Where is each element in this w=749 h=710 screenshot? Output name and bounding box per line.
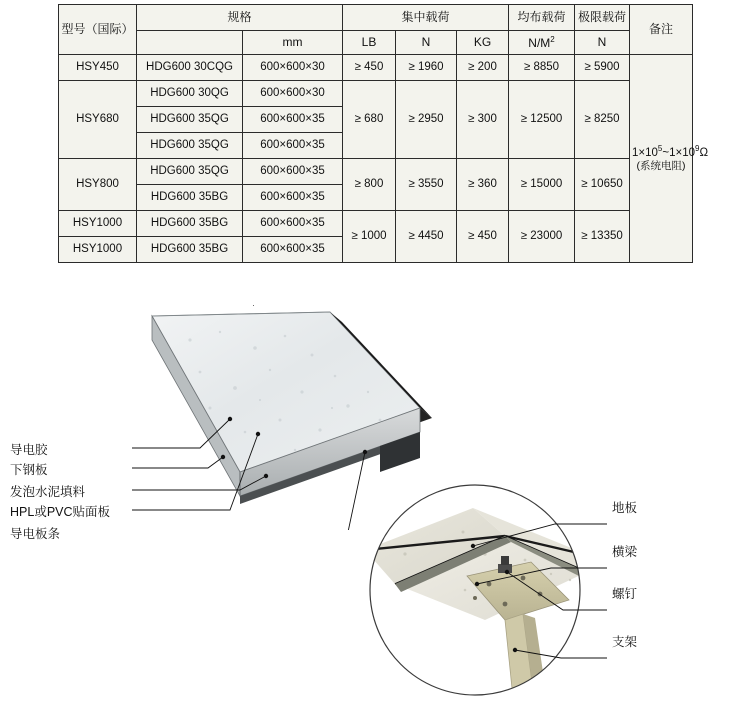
cell-nm2: ≥ 8850 <box>509 55 575 81</box>
header-nm2: $N/M^2$ <box>509 31 575 55</box>
cell-size: 600×600×35 <box>243 133 343 159</box>
label-conductive-strip: 导电板条 <box>10 527 61 541</box>
header-ultimate-load: 极限载荷 <box>575 5 630 31</box>
label-conductive-adhesive: 导电胶 <box>10 443 48 457</box>
cell-model: HSY680 <box>59 81 137 159</box>
label-hpl-pvc-facing: HPL或PVC贴面板 <box>10 505 111 519</box>
label-screw: 螺钉 <box>612 587 638 601</box>
cell-kg: ≥ 200 <box>457 55 509 81</box>
remark-resistance: $1\times 10^5\sim 1\times 10^9\Omega$ <box>632 143 709 159</box>
cell-lb: ≥ 800 <box>343 159 396 211</box>
cell-n: ≥ 3550 <box>396 159 457 211</box>
header-type-blank <box>137 31 243 55</box>
cell-model: HSY450 <box>59 55 137 81</box>
cell-remark <box>630 55 709 263</box>
cell-type: HDG600 35QG <box>137 159 243 185</box>
header-spec: 规格 <box>137 5 343 31</box>
cell-type: HDG600 30CQG <box>137 55 243 81</box>
cell-size: 600×600×35 <box>243 211 343 237</box>
cell-model: HSY800 <box>59 159 137 211</box>
cell-limit: ≥ 10650 <box>575 159 630 211</box>
cell-lb: ≥ 450 <box>343 55 396 81</box>
table-row <box>59 55 693 81</box>
cell-model: HSY1000 <box>59 237 137 263</box>
cell-kg: ≥ 360 <box>457 159 509 211</box>
label-lower-steel-plate: 下钢板 <box>10 463 48 477</box>
cell-size: 600×600×35 <box>243 107 343 133</box>
specification-table <box>58 4 709 263</box>
corner-detail-illustration <box>355 480 615 710</box>
table-row <box>59 159 693 185</box>
label-pedestal: 支架 <box>612 635 638 649</box>
cell-n: ≥ 2950 <box>396 81 457 159</box>
cell-type: HDG600 35BG <box>137 211 243 237</box>
cell-type: HDG600 35QG <box>137 133 243 159</box>
cell-lb: ≥ 1000 <box>343 211 396 263</box>
cell-limit: ≥ 8250 <box>575 81 630 159</box>
remark-system: (系统电阻) <box>636 160 686 173</box>
header-model: 型号（国际） <box>59 5 137 55</box>
cell-type: HDG600 30QG <box>137 81 243 107</box>
cell-nm2: ≥ 15000 <box>509 159 575 211</box>
label-floor-panel: 地板 <box>612 501 638 515</box>
header-n: N <box>396 31 457 55</box>
cell-limit: ≥ 5900 <box>575 55 630 81</box>
header-n-limit: N <box>575 31 630 55</box>
header-kg: KG <box>457 31 509 55</box>
table-row <box>59 81 693 107</box>
figure-tick-mark: · <box>252 300 255 310</box>
cell-model: HSY1000 <box>59 211 137 237</box>
cell-nm2: ≥ 12500 <box>509 81 575 159</box>
label-stringer-beam: 横梁 <box>612 545 638 559</box>
cell-size: 600×600×35 <box>243 237 343 263</box>
header-concentrated-load: 集中载荷 <box>343 5 509 31</box>
label-foamed-cement-filler: 发泡水泥填料 <box>10 485 86 499</box>
cell-lb: ≥ 680 <box>343 81 396 159</box>
cell-nm2: ≥ 23000 <box>509 211 575 263</box>
cell-type: HDG600 35BG <box>137 185 243 211</box>
table-row <box>59 211 693 237</box>
header-remark: 备注 <box>630 5 693 55</box>
cell-size: 600×600×35 <box>243 159 343 185</box>
cell-limit: ≥ 13350 <box>575 211 630 263</box>
cell-size: 600×600×30 <box>243 55 343 81</box>
cell-n: ≥ 1960 <box>396 55 457 81</box>
cell-size: 600×600×35 <box>243 185 343 211</box>
product-figure <box>0 300 749 707</box>
header-lb: LB <box>343 31 396 55</box>
cell-type: HDG600 35BG <box>137 237 243 263</box>
cell-type: HDG600 35QG <box>137 107 243 133</box>
cell-kg: ≥ 450 <box>457 211 509 263</box>
spec-table-container <box>58 4 709 263</box>
header-mm: mm <box>243 31 343 55</box>
cell-n: ≥ 4450 <box>396 211 457 263</box>
header-uniform-load: 均布载荷 <box>509 5 575 31</box>
cell-size: 600×600×30 <box>243 81 343 107</box>
cell-kg: ≥ 300 <box>457 81 509 159</box>
